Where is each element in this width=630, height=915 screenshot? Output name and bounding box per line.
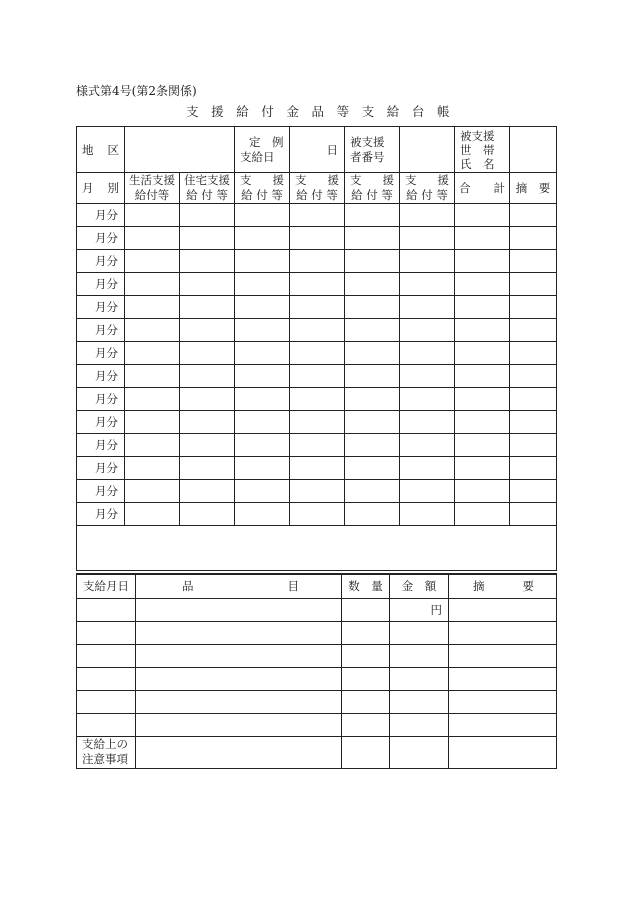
month-amount-cell[interactable]: [400, 250, 455, 273]
supply-row: [77, 667, 557, 690]
supply-item-cell[interactable]: [136, 621, 342, 644]
support-header-4: 支援 給 付 等: [290, 173, 345, 204]
supply-table: [76, 573, 557, 769]
supply-remarks-cell[interactable]: [449, 644, 557, 667]
month-amount-cell[interactable]: [290, 365, 345, 388]
supply-date-cell[interactable]: [77, 667, 136, 690]
month-amount-cell[interactable]: [455, 411, 510, 434]
district-field[interactable]: [125, 127, 235, 173]
supply-date-header: 支給月日: [77, 574, 136, 598]
living-support-header: 生活支援 給付等: [125, 173, 180, 204]
month-label: 月分: [77, 480, 125, 503]
month-amount-cell[interactable]: [400, 319, 455, 342]
supply-item-cell[interactable]: [136, 598, 342, 621]
supply-item-cell[interactable]: [136, 713, 342, 736]
month-amount-cell[interactable]: [345, 273, 400, 296]
month-amount-cell[interactable]: [180, 503, 235, 526]
month-amount-cell[interactable]: [455, 342, 510, 365]
supply-row: [77, 621, 557, 644]
month-amount-cell[interactable]: [345, 204, 400, 227]
month-amount-cell[interactable]: [235, 411, 290, 434]
month-amount-cell[interactable]: [510, 342, 557, 365]
month-amount-cell[interactable]: [180, 434, 235, 457]
form-number: 様式第4号(第2条関係): [76, 84, 197, 98]
month-amount-cell[interactable]: [510, 411, 557, 434]
month-label: 月分: [77, 457, 125, 480]
month-amount-cell[interactable]: [345, 411, 400, 434]
supply-amount-cell[interactable]: [390, 713, 449, 736]
page-title: 支援給付金品等支給台帳: [186, 104, 463, 119]
month-amount-cell[interactable]: [455, 388, 510, 411]
support-header-3: 支援 給 付 等: [235, 173, 290, 204]
month-amount-cell[interactable]: [290, 342, 345, 365]
total-header: 合 計: [455, 173, 510, 204]
month-amount-cell[interactable]: [345, 503, 400, 526]
month-amount-cell[interactable]: [235, 480, 290, 503]
month-row: [77, 250, 557, 273]
supply-amount-cell[interactable]: [390, 621, 449, 644]
notes-label: 支給上の 注意事項: [77, 736, 136, 768]
month-amount-cell[interactable]: [400, 204, 455, 227]
supply-date-cell[interactable]: [77, 621, 136, 644]
month-row: [77, 319, 557, 342]
month-amount-cell[interactable]: [345, 342, 400, 365]
supply-quantity-cell[interactable]: [342, 690, 390, 713]
month-amount-cell[interactable]: [125, 250, 180, 273]
month-amount-cell[interactable]: [345, 480, 400, 503]
month-amount-cell[interactable]: [455, 319, 510, 342]
supply-quantity-cell[interactable]: [342, 713, 390, 736]
month-amount-cell[interactable]: [510, 503, 557, 526]
month-amount-cell[interactable]: [180, 342, 235, 365]
month-amount-cell[interactable]: [345, 250, 400, 273]
payment-day-label: 定 例 支給日: [235, 127, 290, 173]
month-amount-cell[interactable]: [290, 296, 345, 319]
month-column-header: 月 別: [77, 173, 125, 204]
supply-amount-cell[interactable]: [390, 690, 449, 713]
month-amount-cell[interactable]: [290, 319, 345, 342]
month-amount-cell[interactable]: [400, 365, 455, 388]
month-amount-cell[interactable]: [345, 457, 400, 480]
month-amount-cell[interactable]: [290, 250, 345, 273]
supply-remarks-cell[interactable]: [449, 667, 557, 690]
supply-remarks-cell[interactable]: [449, 598, 557, 621]
month-amount-cell[interactable]: [345, 365, 400, 388]
month-amount-cell[interactable]: [125, 434, 180, 457]
month-amount-cell[interactable]: [345, 296, 400, 319]
month-amount-cell[interactable]: [510, 365, 557, 388]
month-amount-cell[interactable]: [290, 273, 345, 296]
month-amount-cell[interactable]: [180, 296, 235, 319]
blank-area[interactable]: [77, 526, 557, 571]
month-amount-cell[interactable]: [125, 227, 180, 250]
month-amount-cell[interactable]: [235, 250, 290, 273]
month-amount-cell[interactable]: [125, 388, 180, 411]
month-amount-cell[interactable]: [510, 480, 557, 503]
month-amount-cell[interactable]: [400, 388, 455, 411]
month-amount-cell[interactable]: [235, 457, 290, 480]
month-amount-cell[interactable]: [510, 434, 557, 457]
payment-day-field[interactable]: 日: [290, 127, 345, 173]
month-amount-cell[interactable]: [180, 250, 235, 273]
month-amount-cell[interactable]: [235, 434, 290, 457]
supply-date-cell[interactable]: [77, 713, 136, 736]
month-amount-cell[interactable]: [400, 480, 455, 503]
month-amount-cell[interactable]: [455, 457, 510, 480]
month-amount-cell[interactable]: [125, 204, 180, 227]
month-amount-cell[interactable]: [455, 273, 510, 296]
month-amount-cell[interactable]: [455, 296, 510, 319]
month-amount-cell[interactable]: [455, 250, 510, 273]
month-amount-cell[interactable]: [290, 204, 345, 227]
month-label: 月分: [77, 250, 125, 273]
recipient-number-label: 被支援 者番号: [345, 127, 400, 173]
month-row: [77, 411, 557, 434]
month-label: 月分: [77, 204, 125, 227]
supply-quantity-cell[interactable]: [342, 644, 390, 667]
month-amount-cell[interactable]: [455, 227, 510, 250]
month-amount-cell[interactable]: [345, 388, 400, 411]
supply-remarks-cell[interactable]: [449, 621, 557, 644]
month-amount-cell[interactable]: [235, 388, 290, 411]
month-label: 月分: [77, 388, 125, 411]
supply-item-cell[interactable]: [136, 644, 342, 667]
month-amount-cell[interactable]: [455, 503, 510, 526]
month-amount-cell[interactable]: [400, 503, 455, 526]
month-amount-cell[interactable]: [235, 342, 290, 365]
month-amount-cell[interactable]: [235, 319, 290, 342]
household-name-label: 被支援 世 帯 氏 名: [455, 127, 510, 173]
month-amount-cell[interactable]: [290, 227, 345, 250]
ledger-table: [76, 126, 557, 571]
supply-row: [77, 690, 557, 713]
month-row: [77, 227, 557, 250]
month-row: [77, 342, 557, 365]
month-amount-cell[interactable]: [510, 457, 557, 480]
month-amount-cell[interactable]: [345, 319, 400, 342]
supply-quantity-cell[interactable]: [342, 667, 390, 690]
month-amount-cell[interactable]: [400, 296, 455, 319]
supply-item-cell[interactable]: [136, 690, 342, 713]
notes-remarks-cell[interactable]: [449, 736, 557, 768]
month-amount-cell[interactable]: [125, 457, 180, 480]
month-amount-cell[interactable]: [510, 388, 557, 411]
notes-field[interactable]: [136, 736, 342, 768]
supply-remarks-cell[interactable]: [449, 713, 557, 736]
month-amount-cell[interactable]: [345, 227, 400, 250]
month-amount-cell[interactable]: [400, 227, 455, 250]
month-amount-cell[interactable]: [510, 273, 557, 296]
month-row: [77, 480, 557, 503]
supply-row: [77, 713, 557, 736]
month-amount-cell[interactable]: [290, 480, 345, 503]
blank-row: [77, 526, 557, 571]
month-amount-cell[interactable]: [235, 503, 290, 526]
month-amount-cell[interactable]: [180, 457, 235, 480]
month-label: 月分: [77, 503, 125, 526]
month-amount-cell[interactable]: [180, 411, 235, 434]
month-amount-cell[interactable]: [125, 342, 180, 365]
month-amount-cell[interactable]: [400, 342, 455, 365]
month-amount-cell[interactable]: [180, 388, 235, 411]
month-row: [77, 457, 557, 480]
month-amount-cell[interactable]: [510, 296, 557, 319]
month-label: 月分: [77, 319, 125, 342]
month-amount-cell[interactable]: [455, 434, 510, 457]
month-amount-cell[interactable]: [290, 388, 345, 411]
notes-row: [77, 736, 557, 768]
notes-quantity-cell[interactable]: [342, 736, 390, 768]
supply-amount-cell[interactable]: [390, 644, 449, 667]
month-amount-cell[interactable]: [400, 273, 455, 296]
notes-amount-cell[interactable]: [390, 736, 449, 768]
supply-row: [77, 644, 557, 667]
supply-date-cell[interactable]: [77, 644, 136, 667]
month-amount-cell[interactable]: [455, 365, 510, 388]
month-amount-cell[interactable]: [235, 204, 290, 227]
month-row: [77, 204, 557, 227]
supply-remarks-header: 摘 要: [449, 574, 557, 598]
recipient-number-field[interactable]: [400, 127, 455, 173]
month-amount-cell[interactable]: [180, 204, 235, 227]
supply-rows: [77, 621, 557, 736]
supply-item-header: 品 目: [136, 574, 342, 598]
month-amount-cell[interactable]: [455, 204, 510, 227]
month-amount-cell[interactable]: [400, 457, 455, 480]
month-amount-cell[interactable]: [180, 227, 235, 250]
month-amount-cell[interactable]: [290, 503, 345, 526]
month-amount-cell[interactable]: [180, 319, 235, 342]
month-label: 月分: [77, 411, 125, 434]
month-amount-cell[interactable]: [290, 434, 345, 457]
amount-header: 金 額: [390, 574, 449, 598]
month-label: 月分: [77, 273, 125, 296]
supply-item-cell[interactable]: [136, 667, 342, 690]
month-rows: [77, 204, 557, 526]
month-row: [77, 296, 557, 319]
supply-quantity-cell[interactable]: [342, 598, 390, 621]
month-amount-cell[interactable]: [235, 365, 290, 388]
month-amount-cell[interactable]: [400, 434, 455, 457]
month-amount-cell[interactable]: [125, 480, 180, 503]
month-amount-cell[interactable]: [125, 296, 180, 319]
column-header-row: [77, 173, 557, 204]
remarks-header: 摘 要: [510, 173, 557, 204]
month-row: [77, 273, 557, 296]
month-amount-cell[interactable]: [235, 273, 290, 296]
district-label: 地 区: [77, 127, 125, 173]
quantity-header: 数 量: [342, 574, 390, 598]
supply-row: [77, 598, 557, 621]
month-amount-cell[interactable]: [510, 227, 557, 250]
month-amount-cell[interactable]: [125, 365, 180, 388]
month-amount-cell[interactable]: [290, 457, 345, 480]
month-amount-cell[interactable]: [290, 411, 345, 434]
month-amount-cell[interactable]: [510, 319, 557, 342]
housing-support-header: 住宅支援 給 付 等: [180, 173, 235, 204]
supply-quantity-cell[interactable]: [342, 621, 390, 644]
month-amount-cell[interactable]: [180, 273, 235, 296]
supply-amount-cell[interactable]: 円: [390, 598, 449, 621]
month-amount-cell[interactable]: [510, 204, 557, 227]
month-amount-cell[interactable]: [345, 434, 400, 457]
household-name-field[interactable]: [510, 127, 557, 173]
supply-date-cell[interactable]: [77, 598, 136, 621]
month-row: [77, 365, 557, 388]
month-label: 月分: [77, 296, 125, 319]
month-row: [77, 503, 557, 526]
supply-remarks-cell[interactable]: [449, 690, 557, 713]
supply-header-row: [77, 574, 557, 598]
month-amount-cell[interactable]: [125, 273, 180, 296]
month-amount-cell[interactable]: [510, 250, 557, 273]
month-amount-cell[interactable]: [125, 319, 180, 342]
month-amount-cell[interactable]: [125, 411, 180, 434]
month-label: 月分: [77, 434, 125, 457]
month-amount-cell[interactable]: [180, 480, 235, 503]
month-amount-cell[interactable]: [400, 411, 455, 434]
header-row: [77, 127, 557, 173]
month-amount-cell[interactable]: [235, 227, 290, 250]
month-amount-cell[interactable]: [125, 503, 180, 526]
support-header-6: 支援 給 付 等: [400, 173, 455, 204]
month-amount-cell[interactable]: [455, 480, 510, 503]
supply-amount-cell[interactable]: [390, 667, 449, 690]
supply-date-cell[interactable]: [77, 690, 136, 713]
month-label: 月分: [77, 227, 125, 250]
month-row: [77, 434, 557, 457]
month-label: 月分: [77, 365, 125, 388]
month-label: 月分: [77, 342, 125, 365]
month-amount-cell[interactable]: [180, 365, 235, 388]
month-amount-cell[interactable]: [235, 296, 290, 319]
support-header-5: 支援 給 付 等: [345, 173, 400, 204]
month-row: [77, 388, 557, 411]
